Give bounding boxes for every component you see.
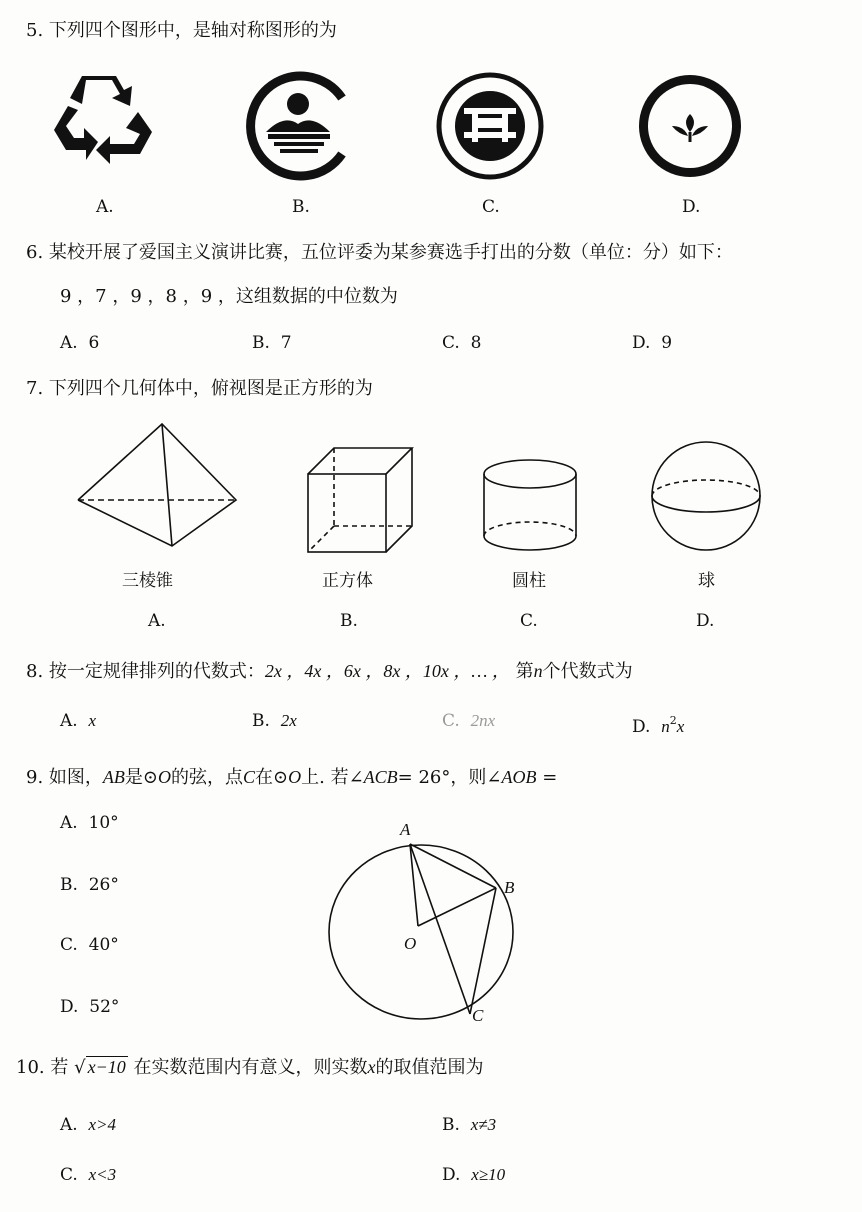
q9-point-c-label: C bbox=[472, 1006, 484, 1025]
sprout-circle-icon bbox=[634, 70, 746, 182]
q9-point-b-label: B bbox=[504, 878, 515, 897]
q8-option-c: C. 2nx bbox=[442, 711, 496, 731]
q9-option-a: A. 10° bbox=[60, 813, 119, 833]
q7-option-a: A. bbox=[148, 611, 166, 631]
q5-option-d: D. bbox=[682, 197, 701, 217]
q5-number: 5. bbox=[26, 20, 44, 41]
q8-sequence: 2x ，4x ，6x ，8x ，10x ，… ， bbox=[264, 661, 510, 681]
sphere-figure bbox=[650, 440, 762, 552]
q6-option-a: A. 6 bbox=[60, 333, 100, 353]
q7-solid-c-name: 圆柱 bbox=[512, 571, 546, 591]
q7-solid-b-name: 正方体 bbox=[322, 571, 373, 591]
q9-point-a-label: A bbox=[400, 820, 411, 839]
q6-option-c: C. 8 bbox=[442, 333, 482, 353]
q9-stem: 9. 如图，AB是⊙O的弦，点C在⊙O上. 若∠ACB= 26°，则∠AOB = bbox=[26, 767, 558, 788]
q7-stem-text: 下列四个几何体中，俯视图是正方形的为 bbox=[48, 378, 373, 399]
q8-stem: 8. 按一定规律排列的代数式：2x ，4x ，6x ，8x ，10x ，… ， 第n个代数式为 bbox=[26, 661, 633, 682]
q9-point-o-label: O bbox=[404, 934, 417, 953]
cylinder-figure bbox=[482, 458, 580, 554]
q6-stem bbox=[26, 242, 733, 264]
q10-sqrt: √ x−10 bbox=[74, 1057, 126, 1078]
q10-option-d: D. x≥10 bbox=[442, 1165, 506, 1185]
q7-solid-a-name: 三棱锥 bbox=[122, 571, 173, 591]
q6-stem-text: 某校开展了爱国主义演讲比赛，五位评委为某参赛选手打出的分数（单位：分）如下： bbox=[48, 242, 733, 263]
q8-number: 8. bbox=[26, 661, 44, 682]
q6-data-line: 9 ，7 ，9 ，8 ，9 ，这组数据的中位数为 bbox=[60, 286, 398, 307]
q9-option-b: B. 26° bbox=[60, 875, 119, 895]
q7-number: 7. bbox=[26, 378, 44, 399]
sun-mountain-emblem-icon bbox=[244, 70, 356, 182]
q6-option-d: D. 9 bbox=[632, 333, 673, 353]
q5-option-b: B. bbox=[292, 197, 310, 217]
q6-option-b: B. 7 bbox=[252, 333, 292, 353]
q9-number: 9. bbox=[26, 767, 44, 788]
recycle-icon bbox=[52, 76, 156, 174]
circle-monogram-icon bbox=[434, 70, 546, 182]
q7-solid-d-name: 球 bbox=[698, 571, 715, 591]
q8-option-a: A. x bbox=[60, 711, 97, 731]
q9-option-d: D. 52° bbox=[60, 997, 120, 1017]
q7-stem bbox=[26, 378, 373, 400]
q5-stem bbox=[26, 20, 337, 42]
q10-stem: 10. 若 √ x−10 在实数范围内有意义，则实数x的取值范围为 bbox=[16, 1057, 484, 1078]
q7-option-d: D. bbox=[696, 611, 715, 631]
q8-option-d: D. $n^2x$ bbox=[632, 714, 685, 737]
tetrahedron-figure bbox=[74, 420, 244, 550]
q10-number: 10. bbox=[16, 1057, 45, 1078]
q10-option-b: B. x≠3 bbox=[442, 1115, 497, 1135]
q5-option-c: C. bbox=[482, 197, 500, 217]
circle-chord-figure bbox=[326, 840, 516, 1020]
q7-option-c: C. bbox=[520, 611, 538, 631]
q5-stem-text: 下列四个图形中，是轴对称图形的为 bbox=[48, 20, 337, 41]
q6-number: 6. bbox=[26, 242, 44, 263]
q10-option-c: C. x<3 bbox=[60, 1165, 117, 1185]
cube-figure bbox=[306, 446, 416, 556]
q5-option-a: A. bbox=[96, 197, 114, 217]
q7-option-b: B. bbox=[340, 611, 358, 631]
q10-option-a: A. x>4 bbox=[60, 1115, 117, 1135]
q8-option-b: B. 2x bbox=[252, 711, 297, 731]
q9-option-c: C. 40° bbox=[60, 935, 119, 955]
